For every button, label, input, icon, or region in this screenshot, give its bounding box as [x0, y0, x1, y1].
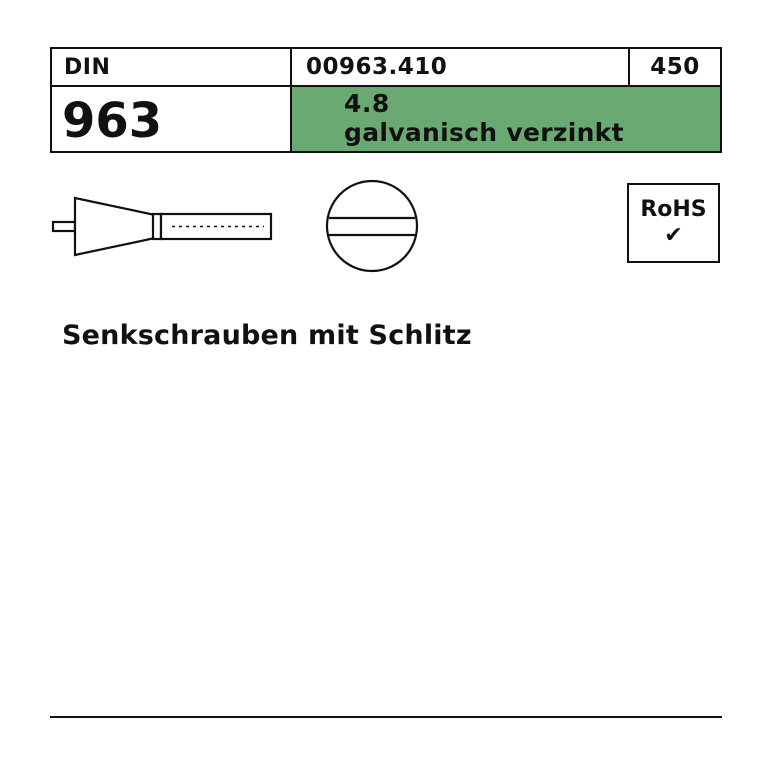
rohs-label: RoHS	[640, 197, 707, 222]
header-row-specification	[52, 87, 720, 151]
din-number-cell	[52, 87, 292, 151]
head-slot-mark	[53, 222, 75, 231]
screw-drawing-svg	[50, 176, 722, 296]
din-number: 963	[62, 93, 163, 149]
page-number: 450	[650, 54, 700, 80]
header-row-identification	[52, 49, 720, 87]
bottom-divider	[50, 716, 722, 718]
rohs-badge	[627, 183, 720, 263]
head-top-view	[327, 181, 417, 271]
countersunk-head	[75, 198, 155, 255]
header-table	[50, 47, 722, 153]
norm-number: 00963.410	[292, 49, 630, 85]
specification-cell	[292, 87, 720, 151]
head-shank-step	[153, 214, 161, 239]
coating-label: galvanisch verzinkt	[344, 117, 624, 147]
strength-class: 4.8	[344, 88, 390, 118]
standard-label: DIN	[52, 49, 292, 85]
product-caption: Senkschrauben mit Schlitz	[62, 320, 472, 351]
check-icon: ✔	[664, 223, 683, 248]
technical-drawing	[50, 176, 722, 296]
